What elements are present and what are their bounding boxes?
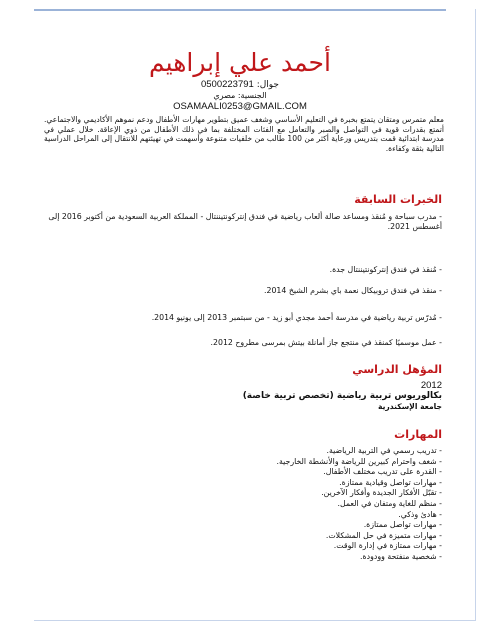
degree: بكالوريوس تربية رياضية (تخصص تربية خاصة) bbox=[242, 391, 442, 401]
bottom-border-line bbox=[34, 620, 476, 621]
education-block bbox=[42, 380, 442, 412]
resume-header bbox=[80, 48, 400, 113]
skill-item: - تقبّل الأفكار الجديدة وأفكار الآخرين. bbox=[321, 488, 442, 498]
skill-item: - تدريب رسمي في التربية الرياضية. bbox=[326, 446, 442, 455]
skills-list bbox=[142, 446, 442, 563]
phone-line bbox=[80, 79, 400, 91]
skill-item: - مهارات تواصل ممتازة. bbox=[363, 520, 442, 530]
education-heading: المؤهل الدراسي bbox=[352, 363, 442, 376]
email-address: OSAMAALI0253@GMAIL.COM bbox=[173, 101, 307, 112]
experience-item-2: - مُنقذ في فندق إنتركونتيننتال جدة. bbox=[329, 265, 442, 274]
graduation-year: 2012 bbox=[420, 380, 442, 391]
skill-item: - مهارات ممتازة في إدارة الوقت. bbox=[333, 541, 442, 551]
skill-item: - مهارات تواصل وقيادية ممتازة. bbox=[339, 477, 442, 487]
skills-heading: المهارات bbox=[394, 428, 442, 441]
experience-item-3: - منقذ في فندق تروبيكال نعمة باي بشرم الشيخ 2014. bbox=[264, 286, 442, 295]
skill-item: - هادئ وذكي. bbox=[398, 509, 442, 519]
right-border-line bbox=[475, 9, 476, 621]
experience-item-1: - مدرب سباحة و مُنقذ ومساعد صالة ألعاب رياضية في فندق إنتركونتيننتال - المملكة العربية السعودية من أكتوبر 2016 إلى أغسطس 2021. bbox=[48, 212, 442, 231]
experience-item-5: - عمل موسميًا كمنقذ في منتجع جاز أمانلة بيتش بمرسى مطروح 2012. bbox=[210, 338, 442, 347]
phone-number: 0500223791 bbox=[200, 79, 254, 90]
skill-item: - شغف واحترام كبيرين للرياضة والأنشطة الخارجية. bbox=[276, 456, 442, 466]
experience-heading: الخبرات السابقة bbox=[354, 193, 442, 206]
skill-item: - القدرة على تدريب مختلف الأطفال. bbox=[323, 467, 442, 477]
profile-summary: معلم متمرس ومتقان يتمتع بخبرة في التعليم الأساسي وشغف عميق بتطوير مهارات الأطفال ودعم نموهم الأكاديمي والاجتماعي. أتمتع بقدرات قوية في التواصل والصبر والتعامل مع الفئات المختلفة بما في ذلك الأطفال من ذوي الإعاقة. خلال عملي في مدرسة ابتدائية قمت بتدريس ورعاية أكثر من 100 طالب من خلفيات متنوعة وأسهمت في تهيئتهم للانتقال إلى المراحل الدراسية التالية بثقة وكفاءة. bbox=[44, 115, 444, 153]
phone-label: جوال: bbox=[256, 80, 279, 90]
top-border-line bbox=[34, 9, 446, 11]
experience-item-4: - مُدرّس تربية رياضية في مدرسة أحمد مجدي أبو زيد - من سبتمبر 2013 إلى يونيو 2014. bbox=[151, 313, 442, 322]
candidate-name: أحمد علي إبراهيم bbox=[149, 48, 331, 77]
skill-item: - مهارات متميزة في حل المشكلات. bbox=[325, 530, 442, 540]
skill-item: - منظم للغاية ومتفان في العمل. bbox=[337, 498, 442, 508]
university: جامعة الإسكندرية bbox=[377, 402, 442, 411]
skill-item: - شخصية منفتحة وودودة. bbox=[360, 551, 442, 561]
nationality: الجنسية: مصري bbox=[213, 91, 267, 100]
